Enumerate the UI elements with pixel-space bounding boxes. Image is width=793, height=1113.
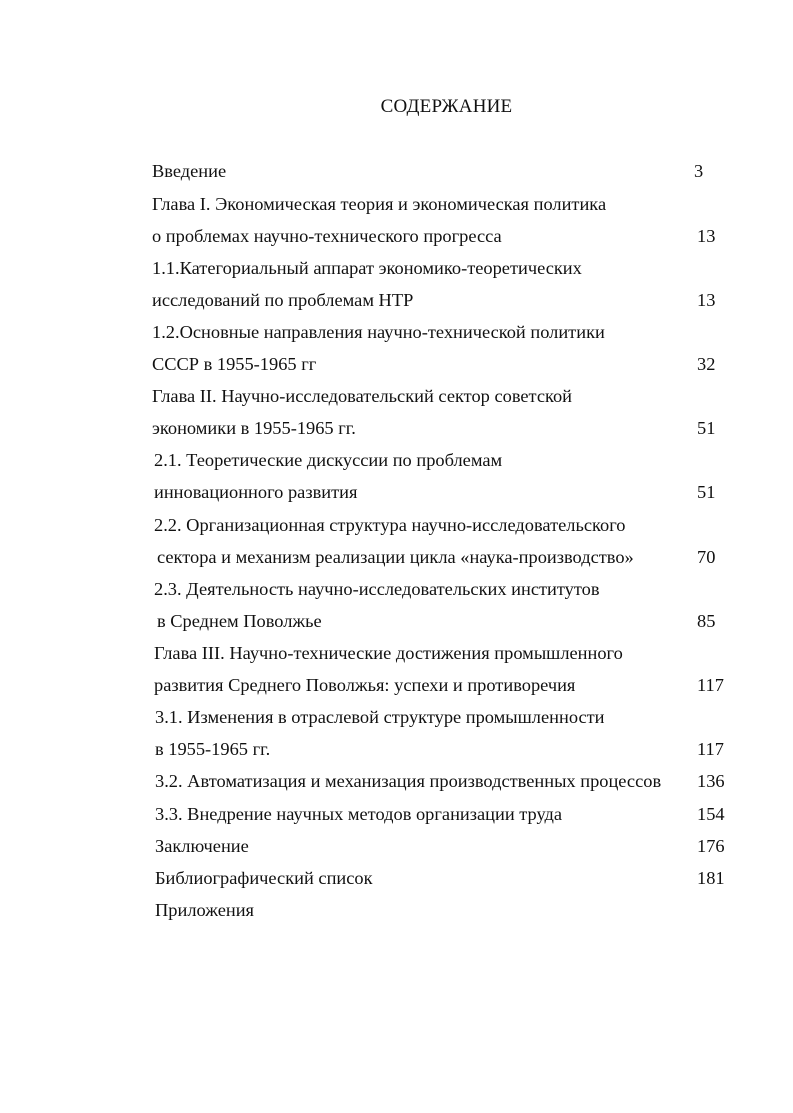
toc-page-bibliography: 181: [697, 868, 725, 888]
page-title: СОДЕРЖАНИЕ: [380, 96, 513, 117]
toc-line-chapter-3-title-cont: развития Среднего Поволжья: успехи и противоречия: [154, 675, 576, 695]
toc-line-section-3-2: 3.2. Автоматизация и механизация производственных процессов: [155, 771, 662, 791]
toc-line-section-2-1: 2.1. Теоретические дискуссии по проблемам: [154, 450, 503, 470]
toc-line-section-2-2: 2.2. Организационная структура научно-исследовательского: [154, 515, 626, 535]
toc-line-section-1-1-cont: исследований по проблемам НТР: [152, 290, 414, 310]
toc-line-chapter-1-title-cont: о проблемах научно-технического прогресса: [152, 226, 502, 246]
toc-line-chapter-1-title: Глава I. Экономическая теория и экономическая политика: [152, 194, 607, 214]
toc-page-chapter-3: 117: [697, 675, 724, 695]
toc-line-appendices: Приложения: [155, 900, 255, 920]
toc-line-chapter-2-title-cont: экономики в 1955-1965 гг.: [152, 418, 356, 438]
toc-line-intro: Введение: [152, 161, 227, 181]
toc-page-section-2-1: 51: [697, 482, 716, 502]
toc-page-section-3-1: 117: [697, 739, 724, 759]
toc-page-chapter-1: 13: [697, 226, 716, 246]
toc-line-section-2-3: 2.3. Деятельность научно-исследовательских институтов: [154, 579, 600, 599]
toc-line-bibliography: Библиографический список: [155, 868, 373, 888]
toc-line-conclusion: Заключение: [155, 836, 249, 856]
toc-page-section-3-2: 136: [697, 771, 725, 791]
toc-line-section-1-2: 1.2.Основные направления научно-технической политики: [152, 322, 605, 342]
toc-line-chapter-3-title: Глава III. Научно-технические достижения промышленного: [154, 643, 623, 663]
toc-page-section-1-2: 32: [697, 354, 716, 374]
toc-page-section-2-2: 70: [697, 547, 716, 567]
toc-line-section-3-3: 3.3. Внедрение научных методов организации труда: [155, 804, 563, 824]
toc-line-section-3-1-cont: в 1955-1965 гг.: [155, 739, 271, 759]
toc-line-section-2-1-cont: инновационного развития: [154, 482, 358, 502]
toc-line-section-3-1: 3.1. Изменения в отраслевой структуре промышленности: [155, 707, 605, 727]
toc-line-section-2-3-cont: в Среднем Поволжье: [157, 611, 322, 631]
toc-page-chapter-2: 51: [697, 418, 716, 438]
toc-line-section-1-1: 1.1.Категориальный аппарат экономико-теоретических: [152, 258, 582, 278]
toc-page-section-1-1: 13: [697, 290, 716, 310]
toc-page-section-2-3: 85: [697, 611, 716, 631]
toc-page-intro: 3: [694, 161, 704, 181]
toc-line-chapter-2-title: Глава II. Научно-исследовательский сектор советской: [152, 386, 573, 406]
toc-line-section-1-2-cont: СССР в 1955-1965 гг: [152, 354, 317, 374]
toc-page-section-3-3: 154: [697, 804, 725, 824]
toc-line-section-2-2-cont: сектора и механизм реализации цикла «наука-производство»: [157, 547, 634, 567]
toc-page-conclusion: 176: [697, 836, 725, 856]
